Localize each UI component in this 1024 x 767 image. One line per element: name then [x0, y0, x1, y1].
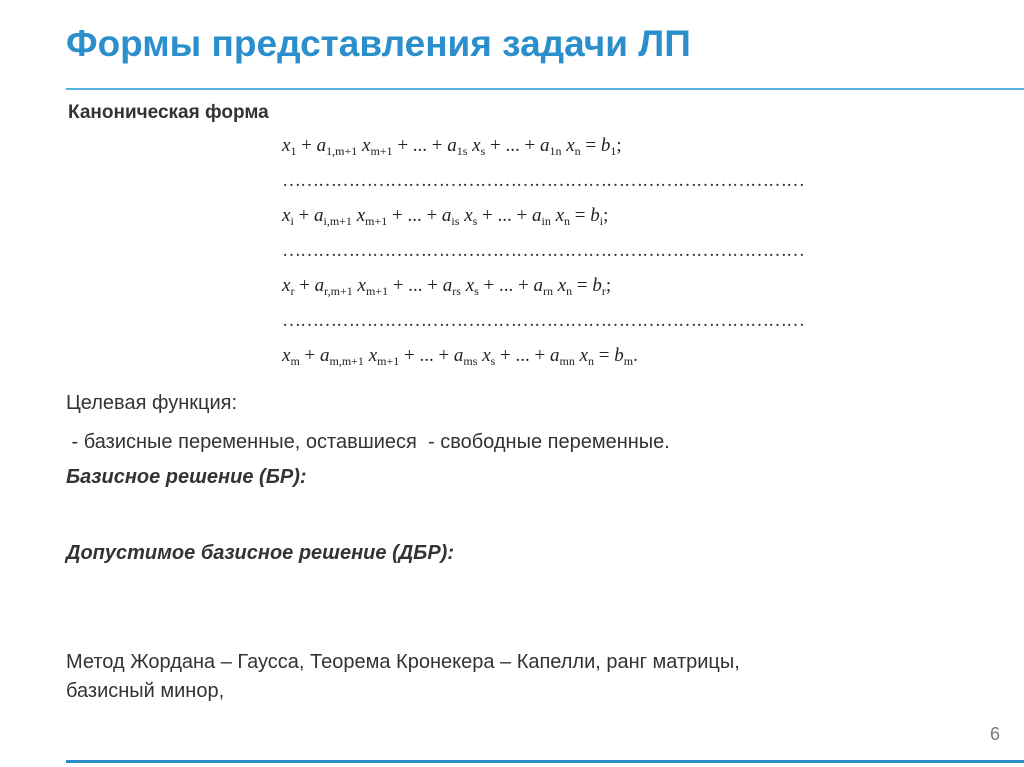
ellipsis-row-1: ……………………………………………………………………………	[282, 170, 804, 191]
method-line-1: Метод Жордана – Гаусса, Теорема Кронекера – Капелли, ранг матрицы,	[66, 651, 740, 673]
variables-description: - базисные переменные, оставшиеся - свободные переменные.	[66, 431, 670, 453]
objective-function-label: Целевая функция:	[66, 392, 237, 414]
canonical-form-heading: Каноническая форма	[68, 102, 269, 123]
feasible-basic-solution-heading: Допустимое базисное решение (ДБР):	[66, 542, 454, 564]
slide-title: Формы представления задачи ЛП	[66, 23, 691, 64]
basic-solution-heading: Базисное решение (БР):	[66, 466, 307, 488]
equation-row-1: $x_1 + a_{1,m+1}$ $x_{m+1}$ + ... + $a_{1s}$ $x_s$ + ... + $a_{1n}$ $x_n = b_1$;	[282, 135, 622, 158]
method-line-2: базисный минор,	[66, 680, 225, 702]
footer-divider	[66, 760, 1024, 763]
title-divider	[66, 88, 1024, 90]
ellipsis-row-2: ……………………………………………………………………………	[282, 240, 804, 261]
equation-row-2: $x_i + a_{i,m+1}$ $x_{m+1}$ + ... + $a_{is}$ $x_s$ + ... + $a_{in}$ $x_n = b_i$;	[282, 205, 609, 228]
ellipsis-row-3: ……………………………………………………………………………	[282, 310, 804, 331]
equation-row-3: $x_r + a_{r,m+1}$ $x_{m+1}$ + ... + $a_{rs}$ $x_s$ + ... + $a_{rn}$ $x_n = b_r$;	[282, 275, 612, 298]
page-number: 6	[989, 724, 1000, 744]
equation-row-4: $x_m + a_{m,m+1}$ $x_{m+1}$ + ... + $a_{ms}$ $x_s$ + ... + $a_{mn}$ $x_n = b_m$.	[282, 345, 638, 368]
equation-system	[282, 131, 804, 376]
